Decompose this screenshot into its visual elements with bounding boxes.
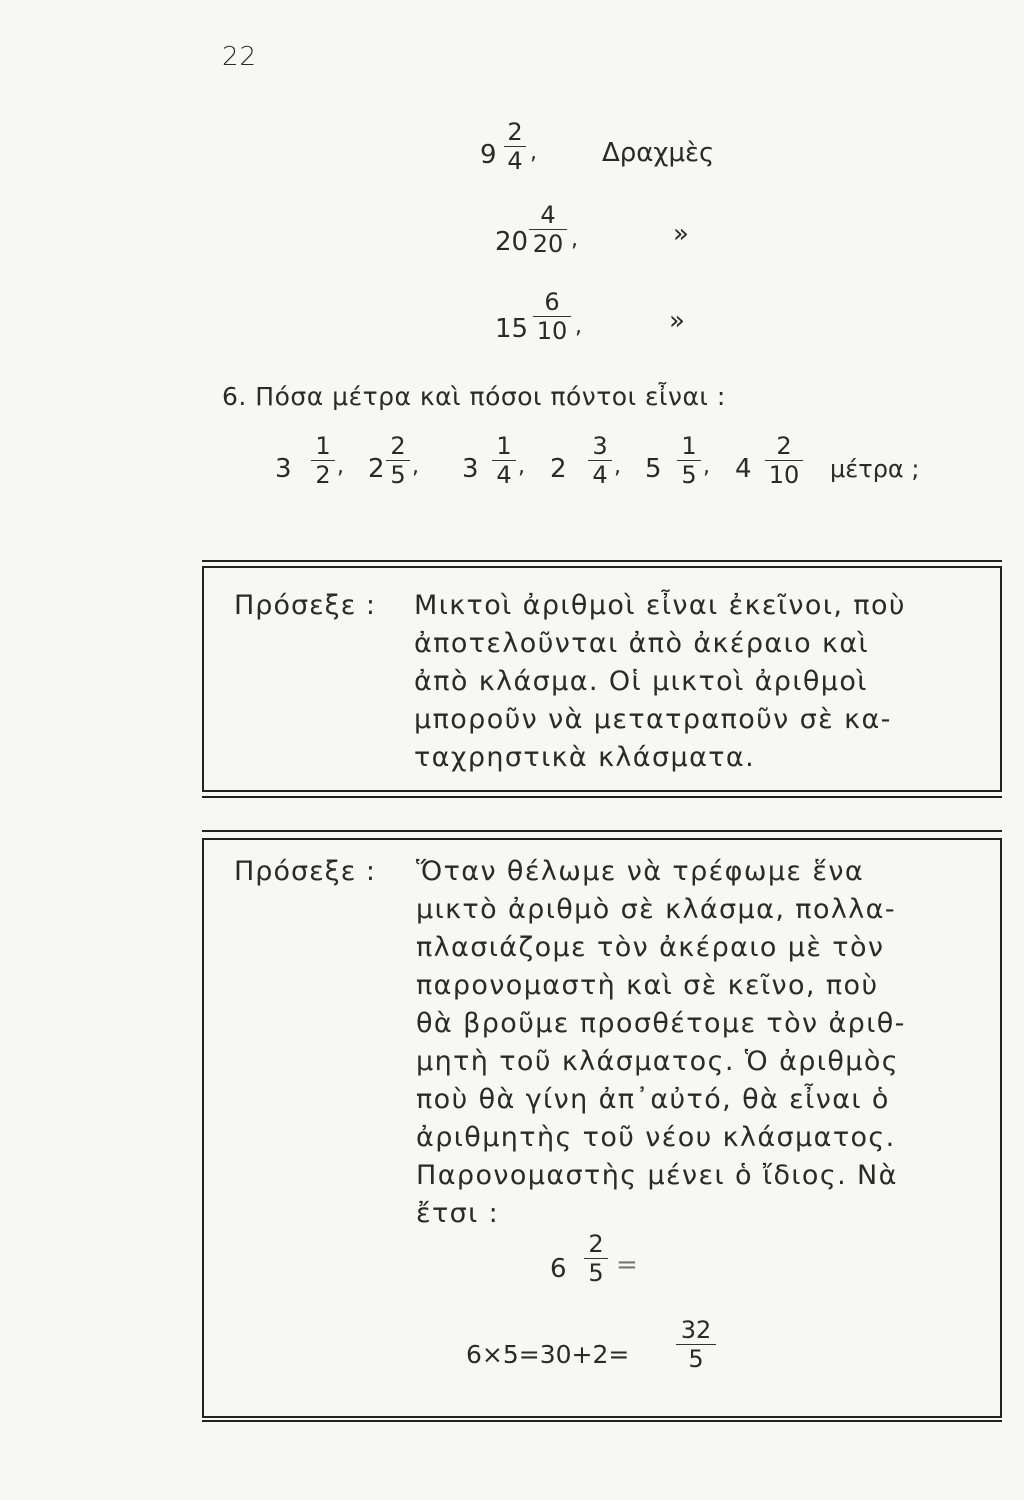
whole-part: 2 — [550, 454, 567, 484]
mixed-number-row — [495, 288, 715, 362]
fraction — [492, 432, 516, 489]
mixed-number — [275, 432, 355, 502]
numerator: 2 — [588, 1230, 604, 1258]
numerator: 2 — [776, 432, 792, 460]
fraction — [677, 432, 701, 489]
unit-label: μέτρα ; — [830, 455, 920, 483]
whole-part: 5 — [645, 454, 662, 484]
whole-part: 2 — [368, 454, 385, 484]
fraction — [588, 432, 612, 489]
denominator: 5 — [588, 1259, 604, 1287]
denominator: 2 — [315, 461, 331, 489]
note-line: Ὅταν θέλωμε νὰ τρέφωμε ἕνα — [416, 856, 865, 887]
ditto-mark: » — [673, 219, 689, 249]
note-line: μικτὸ ἀριθμὸ σὲ κλάσμα, πολλα- — [416, 894, 896, 925]
top-rule — [202, 830, 1002, 832]
note-line: ταχρηστικὰ κλάσματα. — [414, 742, 756, 773]
note-line: Παρονομαστὴς μένει ὁ ἴδιος. Νὰ — [416, 1160, 898, 1191]
note-line: ποὺ θὰ γίνη ἀπ᾿αὐτό, θὰ εἶναι ὁ — [416, 1084, 890, 1115]
note-line: θὰ βροῦμε προσθέτομε τὸν ἀριθ- — [416, 1008, 906, 1039]
equals-sign: = — [616, 1250, 638, 1280]
fraction — [386, 432, 410, 489]
whole-part: 20 — [495, 227, 529, 257]
separator: , — [703, 454, 710, 479]
mixed-number — [550, 432, 630, 502]
denominator: 10 — [768, 461, 800, 489]
calculation-expression: 6×5=30+2= — [466, 1340, 630, 1369]
denominator: 10 — [536, 317, 568, 345]
note-box-conversion — [202, 838, 1002, 1418]
bottom-rule — [202, 1420, 1002, 1422]
whole-part: 4 — [735, 454, 752, 484]
note-heading: Πρόσεξε : — [234, 856, 376, 887]
denominator: 4 — [496, 461, 512, 489]
numerator: 6 — [544, 288, 560, 316]
denominator: 5 — [688, 1345, 704, 1373]
separator: , — [412, 454, 419, 479]
whole-part: 9 — [480, 140, 497, 170]
note-line: ἀπὸ κλάσμα. Οἱ μικτοὶ ἀριθμοὶ — [414, 666, 868, 697]
numerator: 1 — [315, 432, 331, 460]
separator: , — [614, 454, 621, 479]
note-line: ἀποτελοῦνται ἀπὸ ἀκέραιο καὶ — [414, 628, 870, 659]
numerator: 1 — [496, 432, 512, 460]
numerator: 3 — [592, 432, 608, 460]
numerator: 2 — [507, 118, 523, 146]
whole-part: 6 — [550, 1254, 567, 1284]
separator: , — [571, 227, 578, 252]
fraction — [584, 1230, 608, 1287]
top-rule — [202, 560, 1002, 562]
whole-part: 3 — [462, 454, 479, 484]
note-line: ἔτσι : — [416, 1198, 500, 1229]
mixed-number — [462, 432, 542, 502]
fraction — [533, 288, 571, 345]
note-line: πλασιάζομε τὸν ἀκέραιο μὲ τὸν — [416, 932, 885, 963]
whole-part: 3 — [275, 454, 292, 484]
note-box-mixed-numbers — [202, 566, 1002, 792]
separator: , — [530, 140, 537, 165]
denominator: 5 — [390, 461, 406, 489]
numerator: 1 — [681, 432, 697, 460]
separator: , — [337, 454, 344, 479]
example-calculation — [466, 1316, 726, 1386]
mixed-number-row — [480, 118, 740, 188]
ditto-mark: » — [669, 306, 685, 336]
fraction — [311, 432, 335, 489]
numerator: 32 — [680, 1316, 712, 1344]
exercise-6-question: 6. Πόσα μέτρα καὶ πόσοι πόντοι εἶναι : — [222, 382, 726, 411]
note-line: μητὴ τοῦ κλάσματος. Ὁ ἀριθμὸς — [416, 1046, 900, 1077]
separator: , — [518, 454, 525, 479]
fraction — [765, 432, 803, 489]
unit-label: Δραχμὲς — [602, 138, 715, 168]
denominator: 20 — [532, 230, 564, 258]
denominator: 4 — [507, 147, 523, 175]
fraction — [529, 201, 567, 258]
whole-part: 15 — [495, 314, 529, 344]
mixed-number — [645, 432, 725, 502]
fraction — [676, 1316, 716, 1373]
denominator: 4 — [592, 461, 608, 489]
note-line: παρονομαστὴ καὶ σὲ κεῖνο, ποὺ — [416, 970, 879, 1001]
mixed-number — [735, 432, 815, 502]
note-line: Μικτοὶ ἀριθμοὶ εἶναι ἐκεῖνοι, ποὺ — [414, 590, 906, 621]
note-heading: Πρόσεξε : — [234, 590, 376, 621]
numerator: 4 — [540, 201, 556, 229]
fraction — [504, 118, 526, 175]
mixed-number-row — [495, 201, 715, 275]
example-mixed-number — [550, 1230, 670, 1300]
numerator: 2 — [390, 432, 406, 460]
note-line: ἀριθμητὴς τοῦ νέου κλάσματος. — [416, 1122, 896, 1153]
note-line: μποροῦν νὰ μετατραποῦν σὲ κα- — [414, 704, 892, 735]
separator: , — [575, 314, 582, 339]
page-number: 22 — [222, 42, 258, 72]
bottom-rule — [202, 796, 1002, 798]
denominator: 5 — [681, 461, 697, 489]
mixed-number — [368, 432, 448, 502]
